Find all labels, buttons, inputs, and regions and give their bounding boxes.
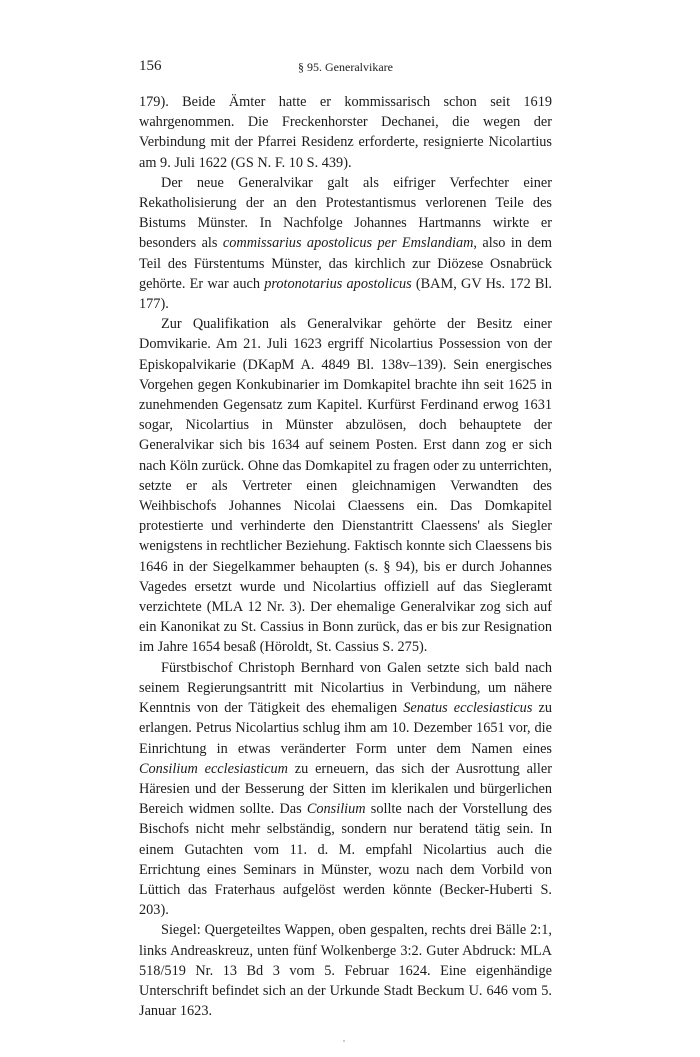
page-header [139, 58, 552, 76]
running-title: § 95. Generalvikare [298, 60, 393, 74]
italic-term: commissarius apostolicus per Emslandiam [222, 235, 474, 252]
text-run: Siegel: Quergeteiltes Wappen, oben gespalten, rechts drei Bälle 2:1, links Andreaskreuz, unten fünf Wolkenberge 3:2. Guter Abdruck: MLA 518/519 Nr. 13 Bd 3 vom 5. Februar 1624. Eine eigenhändige Unterschrift befindet sich an der Urkunde Stadt Beckum U. 646 vom 5. Januar 1623. [139, 922, 552, 1020]
paragraph [139, 658, 552, 921]
text-run: 179). Beide Ämter hatte er kommissarisch schon seit 1619 wahrgenommen. Die Freckenhorster Dechanei, die wegen der Verbindung mit der Pfarrei Residenz erforderte, resignierte Nicolartius am 9. Juli 1622 (GS N. F. 10 S. 439). [139, 94, 552, 171]
text-run: , also in dem Teil des Fürstentums Münster, das kirchlich zur Diözese Osnabrück gehörte. Er war auch [139, 235, 552, 292]
text-run: Zur Qualifikation als Generalvikar gehörte der Besitz einer Domvikarie. Am 21. Juli 1623 ergriff Nicolartius Possession von der Episkopalvikarie (DKapM A. 4849 Bl. 138v–139). Sein energisches Vorgehen gegen Konkubinarier im Domkapitel brachte ihn seit 1625 in zunehmenden Gegensatz zum Kapitel. Kurfürst Ferdinand erwog 1631 sogar, Nicolartius in Münster abzulösen, doch behauptete der Generalvikar sich bis 1634 auf seinem Posten. Erst dann zog er sich nach Köln zurück. Ohne das Domkapitel zu fragen oder zu unterrichten, setzte er als Vertreter einen gleichnamigen Verwandten des Weihbischofs Johannes Nicolai Claessens ein. Das Domkapitel protestierte und verhinderte den Dienstantritt Claessens' als Siegler wenigstens in rechtlicher Beziehung. Faktisch konnte sich Claessens bis 1646 in der Siegelkammer behaupten (s. § 94), bis er durch Johannes Vagedes ersetzt wurde und Nicolartius offiziell auf das Siegleramt verzichtete (MLA 12 Nr. 3). Der ehemalige Generalvikar zog sich auf ein Kanonikat zu St. Cassius in Bonn zurück, das er bis zur Resignation im Jahre 1654 besaß (Höroldt, St. Cassius S. 275). [139, 316, 552, 656]
page-number: 156 [139, 58, 162, 74]
italic-term: Senatus ecclesiasticus [403, 700, 533, 717]
text-run: zu erneuern, das sich der Ausrottung aller Häresien und der Besserung der Sitten im klerikalen und bürgerlichen Bereich widmen sollte. Das [139, 760, 552, 818]
text-run: Der neue Generalvikar galt als eifriger Verfechter einer Rekatholisierung der an den Protestantismus verlorenen Teile des Bistums Münster. In Nachfolge Johannes Hartmanns wirkte er besonders als [139, 174, 552, 252]
text-run: Fürstbischof Christoph Bernhard von Galen setzte sich bald nach seinem Regierungsantritt mit Nicolartius in Verbindung, um nähere Kenntnis von der Tätigkeit des ehemaligen [139, 659, 552, 717]
italic-term: Consilium ecclesiasticum [139, 760, 288, 777]
text-run: zu erlangen. Petrus Nicolartius schlug ihm am 10. Dezember 1651 vor, die Einrichtung in etwas veränderter Form unter dem Namen eines [139, 700, 552, 757]
italic-term: Consilium [306, 801, 366, 818]
text-run: (BAM, GV Hs. 172 Bl. 177). [139, 275, 553, 313]
paragraph [139, 173, 552, 314]
paragraph [139, 920, 552, 1021]
paragraph [139, 92, 552, 173]
italic-term: protonotarius apostolicus [264, 275, 412, 292]
page-mark [343, 1040, 345, 1042]
body-text [139, 92, 552, 1021]
text-run: sollte nach der Vorstellung des Bischofs nicht mehr selbständig, sondern nur beratend tätig sein. In einem Gutachten vom 11. d. M. empfahl Nicolartius auch die Errichtung eines Seminars in Münster, wozu nach dem Vorbild von Lüttich das Fraterhaus aufgelöst werden könnte (Becker-Huberti S. 203). [139, 801, 552, 919]
paragraph [139, 314, 552, 657]
